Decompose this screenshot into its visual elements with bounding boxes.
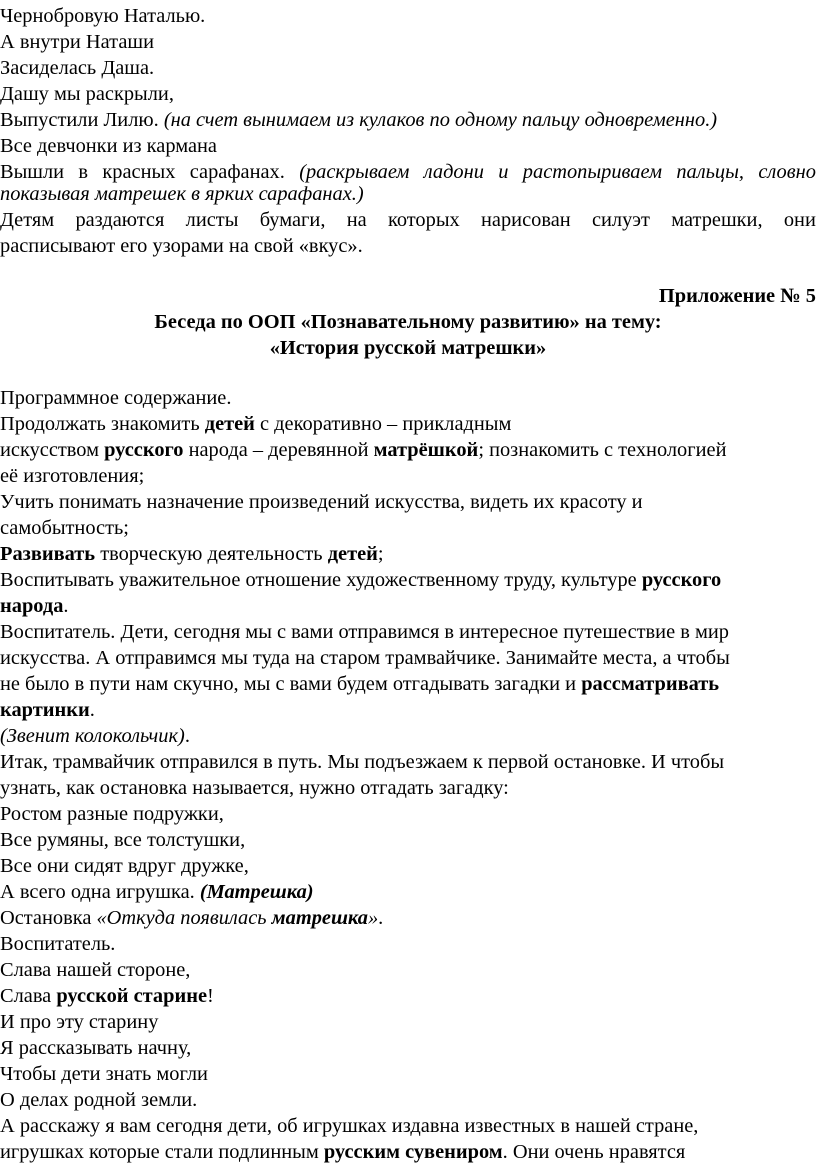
paragraph-line (0, 697, 816, 723)
text: расписывают его узорами на свой «вкус». (0, 235, 363, 257)
text: Программное содержание. (0, 387, 232, 409)
text: Выпустили Лилю. (0, 109, 159, 131)
text: А внутри Наташи (0, 31, 154, 53)
paragraph-line (0, 567, 816, 593)
text: с декоративно – прикладным (254, 413, 512, 435)
verse-line (0, 957, 816, 983)
text: . Они очень нравятся (502, 1141, 686, 1163)
riddle-line (0, 879, 816, 905)
paragraph-line (0, 593, 816, 619)
text: Чернобровую Наталью. (0, 5, 206, 27)
document-subtitle (0, 335, 816, 361)
paragraph-line (0, 645, 816, 671)
emphasis: Развивать (0, 543, 96, 565)
paragraph-line (0, 905, 816, 931)
text: ; (377, 543, 384, 565)
word: в (78, 161, 89, 183)
text: . (63, 595, 69, 617)
word: матрешки, (671, 209, 763, 231)
text: игрушках которые стали подлинным (0, 1141, 324, 1163)
riddle-line (0, 801, 816, 827)
stop-name: «Откуда появилась (96, 907, 272, 929)
text: узнать, как остановка называется, нужно отгадать загадку: (0, 777, 509, 799)
text: Воспитатель. Дети, сегодня мы с вами отправимся в интересное путешествие в мир (0, 621, 729, 643)
text: Все девчонки из кармана (0, 135, 217, 157)
text: Все они сидят вдруг дружке, (0, 855, 249, 877)
text: искусства. А отправимся мы туда на старом трамвайчике. Занимайте места, а чтобы (0, 647, 730, 669)
word: нарисован (481, 209, 571, 231)
stop-name: » (367, 907, 379, 929)
word: пальцы, (676, 161, 745, 183)
emphasis: русского (641, 569, 722, 591)
text: Засиделась Даша. (0, 57, 155, 79)
text: И про эту старину (0, 1011, 159, 1033)
paragraph-line (0, 1113, 816, 1139)
paragraph-line (0, 515, 816, 541)
emphasis: детей (327, 543, 378, 565)
verse-line (0, 1035, 816, 1061)
word: они (783, 209, 816, 231)
text: Остановка (0, 907, 97, 929)
riddle-line (0, 827, 816, 853)
poem-line (0, 29, 816, 55)
emphasis: матрёшкой (373, 439, 479, 461)
poem-line (0, 55, 816, 81)
poem-line (0, 133, 816, 159)
word: Вышли (0, 161, 65, 183)
text: не было в пути нам скучно, мы с вами будем отгадывать загадки и (0, 673, 582, 695)
text: . (184, 725, 190, 747)
paragraph-line (0, 723, 816, 749)
paragraph-line (0, 463, 816, 489)
text: О делах родной земли. (0, 1089, 198, 1111)
emphasis: русским сувениром (323, 1141, 503, 1163)
paragraph-line (0, 437, 816, 463)
text: . (378, 907, 384, 929)
text: Воспитатель. (0, 933, 116, 955)
poem-line (0, 81, 816, 107)
word: силуэт (591, 209, 650, 231)
text: Чтобы дети знать могли (0, 1063, 208, 1085)
word: (раскрываем (299, 161, 410, 183)
word: которых (387, 209, 460, 231)
poem-line (0, 181, 816, 207)
emphasis: детей (204, 413, 255, 435)
emphasis: рассматривать (581, 673, 720, 695)
stage-note: показывая матрешек в ярких сарафанах.) (0, 183, 364, 205)
paragraph-line (0, 931, 816, 957)
word: растопыриваем (522, 161, 663, 183)
paragraph-line (0, 411, 816, 437)
text: Все румяны, все толстушки, (0, 829, 246, 851)
text: Дашу мы раскрыли, (0, 83, 174, 105)
riddle-line (0, 853, 816, 879)
text: Я рассказывать начну, (0, 1037, 192, 1059)
paragraph-line (0, 233, 816, 259)
paragraph-line (0, 1139, 816, 1165)
document-title (0, 309, 816, 335)
stage-note: (на счет вынимаем из кулаков по одному пальцу одновременно.) (163, 109, 718, 131)
word: листы (185, 209, 239, 231)
poem-line (0, 3, 816, 29)
text: ! (207, 985, 214, 1007)
word: и (498, 161, 509, 183)
paragraph-line (0, 749, 816, 775)
text: народа – деревянной (183, 439, 374, 461)
text: Приложение № 5 (658, 285, 816, 307)
text: Продолжать знакомить (0, 413, 205, 435)
paragraph-line (0, 541, 816, 567)
text: Слава нашей стороне, (0, 959, 191, 981)
text: Учить понимать назначение произведений искусства, видеть их красоту и (0, 491, 643, 513)
emphasis: народа (0, 595, 64, 617)
text: . (89, 699, 95, 721)
text: Беседа по ООП «Познавательному развитию» на тему: (154, 311, 662, 333)
verse-line (0, 1009, 816, 1035)
verse-line (0, 1061, 816, 1087)
text: её изготовления; (0, 465, 145, 487)
text: Итак, трамвайчик отправился в путь. Мы подъезжаем к первой остановке. И чтобы (0, 751, 725, 773)
word: раздаются (75, 209, 165, 231)
poem-line (0, 107, 816, 133)
paragraph-line (0, 775, 816, 801)
word: ладони (423, 161, 484, 183)
emphasis: русского (104, 439, 184, 461)
text: «История русской матрешки» (269, 337, 547, 359)
word: Детям (0, 209, 55, 231)
text: Ростом разные подружки, (0, 803, 224, 825)
text: творческую деятельность (95, 543, 328, 565)
word: бумаги, (259, 209, 326, 231)
text: А всего одна игрушка. (0, 881, 200, 903)
stop-name-emphasis: матрешка (271, 907, 368, 929)
paragraph-line (0, 671, 816, 697)
text: самобытность; (0, 517, 129, 539)
text: искусством (0, 439, 105, 461)
text: Воспитывать уважительное отношение художественному труду, культуре (0, 569, 642, 591)
riddle-answer: (Матрешка) (199, 881, 314, 903)
word: сарафанах. (189, 161, 285, 183)
emphasis: картинки (0, 699, 90, 721)
word: на (346, 209, 367, 231)
verse-line (0, 1087, 816, 1113)
text: ; познакомить с технологией (478, 439, 727, 461)
paragraph-line (0, 619, 816, 645)
paragraph-line-justified (0, 207, 816, 233)
word: словно (758, 161, 816, 183)
text: Слава (0, 985, 57, 1007)
stage-note: (Звенит колокольчик) (0, 725, 185, 747)
emphasis: русской старине (56, 985, 208, 1007)
section-heading (0, 385, 816, 411)
appendix-label (0, 283, 816, 309)
paragraph-line (0, 489, 816, 515)
verse-line (0, 983, 816, 1009)
text: А расскажу я вам сегодня дети, об игрушках издавна известных в нашей стране, (0, 1115, 699, 1137)
word: красных (102, 161, 176, 183)
